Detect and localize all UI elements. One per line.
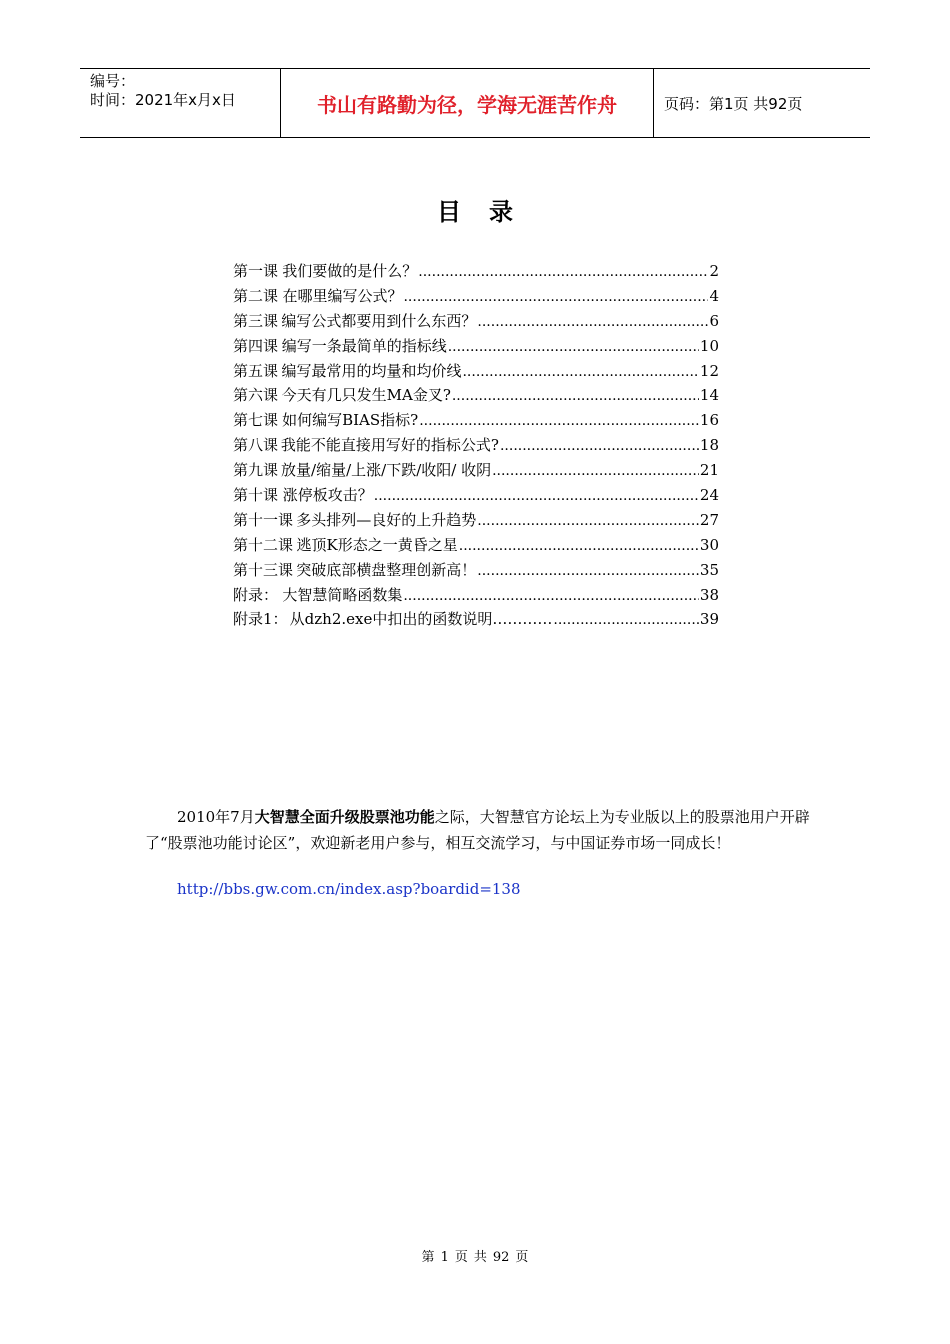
toc-lesson-label: 第十三课	[233, 560, 294, 579]
toc-title: 目录	[437, 198, 541, 226]
toc-entry[interactable]	[233, 335, 719, 360]
toc-leader-dots	[500, 438, 699, 454]
toc-entry-text: 逃顶K形态之一黄昏之星	[296, 535, 458, 554]
toc-entry[interactable]	[233, 608, 719, 633]
toc-entry[interactable]	[233, 360, 719, 385]
toc-page-number: 14	[699, 386, 719, 405]
toc-page-number: 21	[699, 461, 719, 480]
toc-page-number: 18	[699, 436, 719, 455]
toc-page-number: 27	[699, 510, 719, 529]
toc-lesson-label: 第二课	[233, 286, 279, 305]
announcement-highlight[interactable]: 大智慧全面升级股票池功能	[254, 808, 435, 826]
header-motto: 书山有路勤为径，学海无涯苦作舟	[281, 69, 654, 137]
toc-entry[interactable]	[233, 534, 719, 559]
toc-lesson-label: 附录：	[233, 585, 279, 604]
toc-lesson-label: 第七课	[233, 411, 279, 430]
toc-lesson-label: 第八课	[233, 436, 279, 455]
page-header	[80, 68, 870, 138]
toc-entry[interactable]	[233, 384, 719, 409]
toc-lesson-label: 第九课	[233, 461, 279, 480]
toc-lesson-label: 第十二课	[233, 535, 294, 554]
toc-entry-text: 今天有几只发生MA金叉?	[281, 386, 451, 405]
toc-leader-dots	[403, 588, 699, 604]
toc-leader-dots	[492, 463, 699, 479]
toc-entry-text: 涨停板攻击？	[282, 486, 373, 505]
toc-page-number: 30	[699, 535, 719, 554]
toc-leader-dots	[403, 289, 708, 305]
toc-entry-text: 如何编写BIAS指标?	[282, 411, 419, 430]
toc-page-number: 10	[699, 336, 719, 355]
toc-entry-text: 在哪里编写公式？	[282, 286, 403, 305]
toc-leader-dots	[452, 388, 699, 404]
footer-total-unit: 页	[515, 1250, 529, 1265]
toc-leader-dots	[477, 314, 708, 330]
toc-entry-text: 编写最常用的均量和均价线	[281, 361, 462, 380]
table-of-contents	[233, 260, 719, 633]
toc-lesson-label: 第十课	[233, 486, 279, 505]
footer-total-label: 共	[473, 1250, 487, 1265]
toc-page-number: 24	[699, 486, 719, 505]
toc-entry[interactable]	[233, 584, 719, 609]
toc-entry[interactable]	[233, 285, 719, 310]
toc-lesson-label: 第三课	[233, 311, 279, 330]
header-meta	[80, 69, 281, 137]
toc-leader-dots	[459, 538, 699, 554]
header-page-info: 页码：第1页 共92页	[664, 94, 803, 113]
toc-lesson-label: 附录1：	[233, 610, 288, 629]
toc-entry-text: 编写一条最简单的指标线	[281, 336, 447, 355]
toc-leader-dots	[374, 488, 699, 504]
toc-leader-dots	[477, 563, 699, 579]
footer-page-label: 第	[421, 1250, 435, 1265]
toc-leader-dots	[419, 413, 699, 429]
announcement-prefix: 2010年7月	[177, 808, 255, 826]
toc-page-number: 4	[709, 286, 719, 305]
toc-lesson-label: 第一课	[233, 262, 279, 280]
toc-page-number: 6	[709, 311, 719, 330]
toc-entry-text: 编写公式都要用到什么东西？	[281, 311, 477, 330]
toc-page-number: 38	[699, 585, 719, 604]
toc-leader-dots	[448, 339, 699, 355]
footer-total-num: 92	[492, 1250, 510, 1265]
toc-entry[interactable]	[233, 260, 719, 285]
toc-entry-text: 多头排列—良好的上升趋势	[296, 510, 477, 529]
toc-leader-dots	[418, 264, 708, 280]
toc-lesson-label: 第十一课	[233, 510, 294, 529]
toc-leader-dots	[553, 612, 699, 628]
toc-page-number: 39	[699, 610, 719, 629]
toc-entry[interactable]	[233, 409, 719, 434]
toc-leader-dots	[477, 513, 699, 529]
toc-lesson-label: 第四课	[233, 336, 279, 355]
footer-page-unit: 页	[454, 1250, 468, 1265]
toc-entry-text: 我能不能直接用写好的指标公式?	[280, 436, 499, 455]
serial-label: 编号：	[90, 72, 136, 90]
toc-page-number: 2	[709, 262, 719, 280]
time-label: 时间：2021年x月x日	[90, 91, 236, 109]
announcement-suffix: 之际，大智慧官方论坛上为专业版以上的股票池用户开辟了“股票池功能讨论区”，欢迎新老用户参与，相互交流学习，与中国证券市场一同成长！	[145, 808, 810, 852]
toc-lesson-label: 第六课	[233, 386, 279, 405]
toc-leader-dots	[462, 364, 698, 380]
toc-entry-text: 我们要做的是什么？	[282, 262, 418, 280]
toc-entry-text: 突破底部横盘整理创新高！	[296, 560, 477, 579]
toc-page-number: 35	[699, 560, 719, 579]
toc-entry-text: 放量/缩量/上涨/下跌/收阳/ 收阴	[281, 461, 492, 480]
forum-link[interactable]: http://bbs.gw.com.cn/index.asp?boardid=138	[177, 880, 521, 898]
toc-entry[interactable]	[233, 310, 719, 335]
toc-entry[interactable]	[233, 509, 719, 534]
toc-entry[interactable]	[233, 434, 719, 459]
footer-page-num: 1	[440, 1250, 449, 1265]
toc-entry-text: 从dzh2.exe中扣出的函数说明…………	[289, 610, 553, 629]
toc-page-number: 16	[699, 411, 719, 430]
toc-entry[interactable]	[233, 459, 719, 484]
page-footer	[0, 1246, 950, 1265]
announcement-paragraph	[145, 804, 810, 856]
toc-entry-text: 大智慧简略函数集	[282, 585, 403, 604]
toc-lesson-label: 第五课	[233, 361, 279, 380]
toc-entry[interactable]	[233, 484, 719, 509]
toc-entry[interactable]	[233, 559, 719, 584]
toc-page-number: 12	[699, 361, 719, 380]
